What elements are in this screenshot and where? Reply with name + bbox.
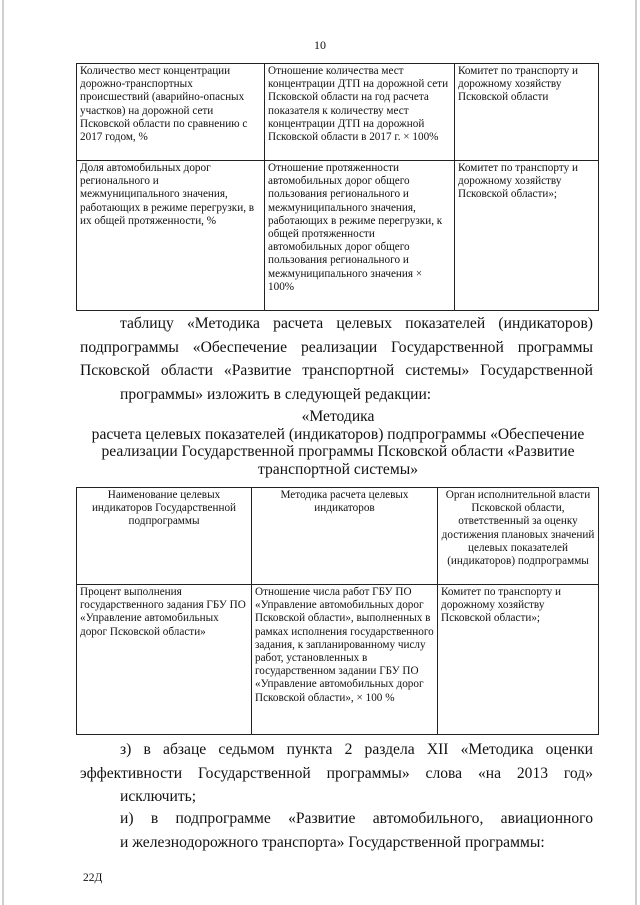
text-line: Псковской области «Развитие транспортной системы» Государственной: [80, 362, 593, 379]
text-line: программы» изложить в следующей редакции:: [120, 385, 432, 403]
paragraph-item-z: [80, 738, 593, 809]
method-cell: Отношение протяженности автомобильных дорог общего пользования регионального и межмуниципального значения, работающих в режиме перегрузки, к общей протяженности автомобильных дорог общего пользования регионального и межмуниципального значения × 100%: [265, 161, 455, 311]
table-header-row: [77, 488, 599, 585]
header-indicator: Наименование целевых индикаторов Государственной подпрограммы: [77, 488, 252, 585]
table-row: [77, 585, 599, 735]
method-cell: Отношение числа работ ГБУ ПО «Управление автомобильных дорог Псковской области», выполненных в рамках исполнения государственного задания, к запланированному числу работ, установленных в государственном задании ГБУ ПО «Управление автомобильных дорог Псковской области», × 100 %: [252, 585, 438, 735]
text-line: эффективности Государственной программы» слова «на 2013 год»: [80, 764, 593, 782]
text-line: и железнодорожного транспорта» Государственной программы:: [120, 833, 545, 851]
header-responsible-body: Орган исполнительной власти Псковской области, ответственный за оценку достижения плановых значений целевых показателей (индикаторов) подпрограммы: [438, 488, 599, 585]
indicator-cell: Количество мест концентрации дорожно-транспортных происшествий (аварийно-опасных участков) на дорожной сети Псковской области по сравнению с 2017 годом, %: [77, 64, 265, 161]
text-line: и) в подпрограмме «Развитие автомобильного, авиационного: [120, 810, 593, 827]
methodology-title: [76, 408, 600, 478]
responsible-body-cell: Комитет по транспорту и дорожному хозяйству Псковской области: [455, 64, 599, 161]
responsible-body-cell: Комитет по транспорту и дорожному хозяйству Псковской области»;: [455, 161, 599, 311]
paragraph-item-i: [80, 807, 593, 854]
indicator-cell: Доля автомобильных дорог регионального и межмуниципального значения, работающих в режиме перегрузки, в их общей протяженности, %: [77, 161, 265, 311]
text-line: подпрограммы «Обеспечение реализации Государственной программы: [80, 338, 593, 356]
text-line: исключить;: [120, 788, 197, 805]
indicator-cell: Процент выполнения государственного задания ГБУ ПО «Управление автомобильных дорог Псковской области»: [77, 585, 252, 735]
text-line: таблицу «Методика расчета целевых показателей (индикаторов): [120, 315, 593, 332]
title-line: реализации Государственной программы Псковской области «Развитие: [101, 443, 575, 460]
scan-edge-right: [635, 0, 637, 905]
title-line: транспортной системы»: [258, 460, 418, 478]
page-number: 10: [314, 38, 326, 52]
text-line: з) в абзаце седьмом пункта 2 раздела XII «Методика оценки: [120, 741, 593, 758]
methodology-table: [76, 487, 599, 735]
title-line: «Методика: [301, 408, 375, 425]
table-row: [77, 161, 599, 311]
responsible-body-cell: Комитет по транспорту и дорожному хозяйству Псковской области»;: [438, 585, 599, 735]
method-cell: Отношение количества мест концентрации ДТП на дорожной сети Псковской области на год расчета показателя к количеству мест концентрации ДТП на дорожной Псковской области в 2017 г. × 100%: [265, 64, 455, 161]
title-line: расчета целевых показателей (индикаторов) подпрограммы «Обеспечение: [91, 425, 585, 443]
scan-edge-left: [2, 0, 4, 905]
header-method: Методика расчета целевых индикаторов: [252, 488, 438, 585]
footer-code: 22Д: [83, 872, 103, 884]
table-row: [77, 64, 599, 161]
paragraph-table-replacement: [80, 312, 593, 406]
indicators-table-continued: [76, 63, 599, 311]
